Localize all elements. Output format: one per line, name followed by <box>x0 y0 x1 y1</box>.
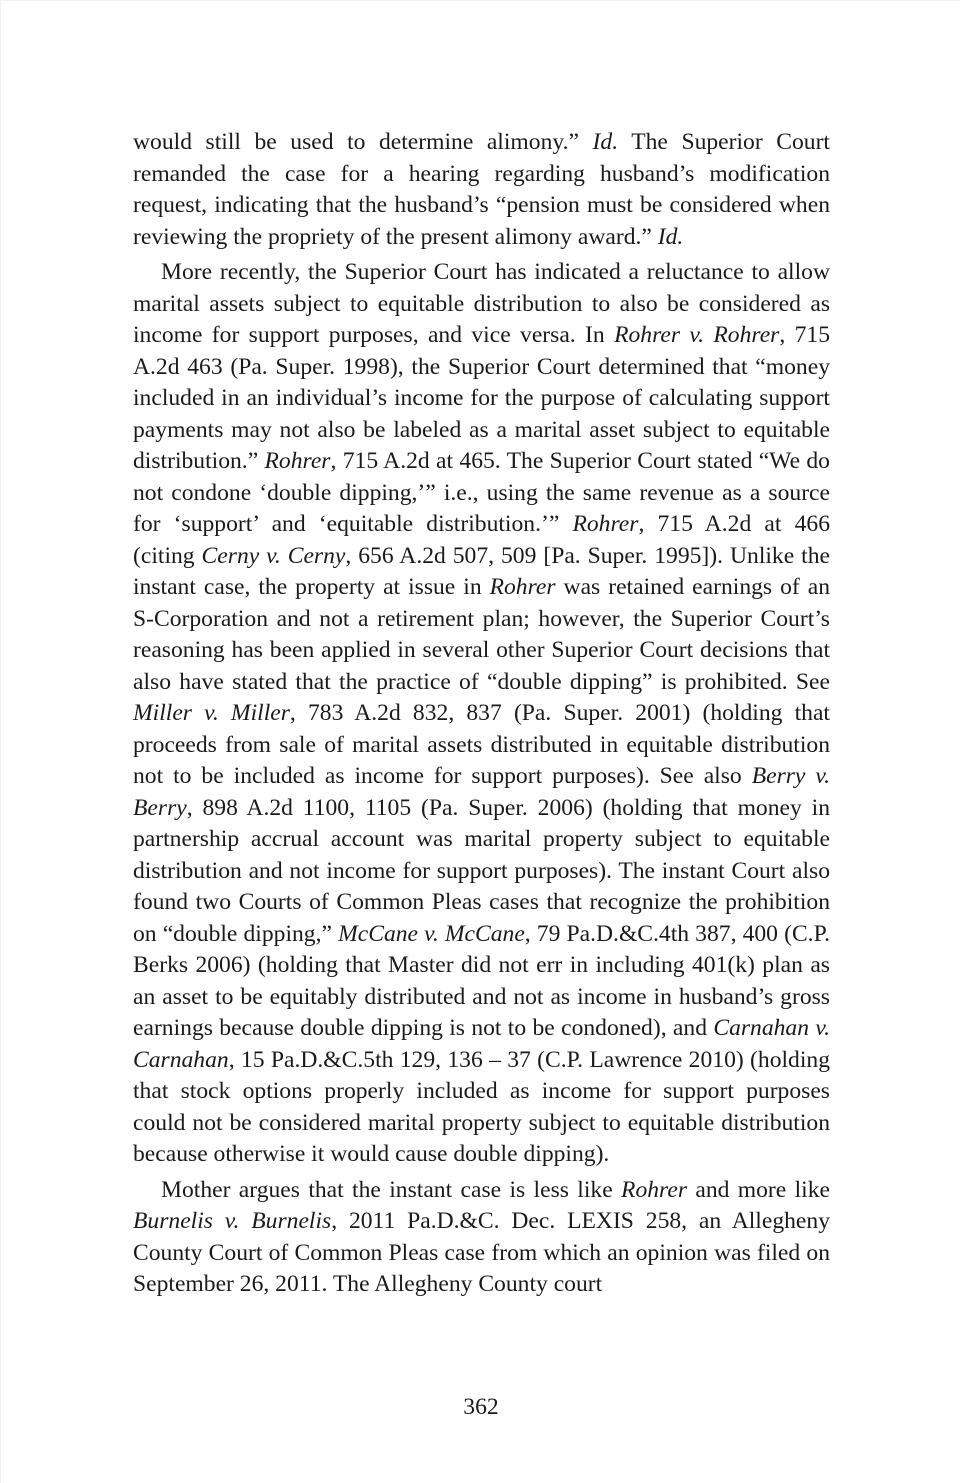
case-citation: Rohrer <box>489 574 556 600</box>
text-run: , 79 Pa.D.&C.4th 387, 400 (C.P. Berks 2006) (holding that Master did not err in including 401(k) plan as an asset to be equitably distributed and not as income in husband’s gross earnings because double dipping is not to be condoned), and <box>133 920 830 1041</box>
paragraph-1 <box>133 127 830 253</box>
body-text <box>133 127 830 1301</box>
page-number: 362 <box>463 1394 499 1420</box>
text-run: Mother argues that the instant case is less like <box>161 1176 622 1203</box>
paragraph-3 <box>133 1175 830 1301</box>
text-run: , 715 A.2d at 466 (citing <box>133 511 831 569</box>
text-run: would still be used to determine alimony.” <box>133 129 593 155</box>
text-run: More recently, the Superior Court has indicated a reluctance to allow marital assets subject to equitable distribution to also be considered as income for support purposes, and vice versa. In <box>133 259 830 348</box>
text-run: , 783 A.2d 832, 837 (Pa. Super. 2001) (holding that proceeds from sale of marital assets distributed in equitable distribution not to be included as income for support purposes). See also <box>133 700 830 789</box>
text-run: and more like <box>687 1176 830 1203</box>
case-citation: Miller v. Miller <box>133 700 290 726</box>
text-run: , 898 A.2d 1100, 1105 (Pa. Super. 2006) (holding that money in partnership accrual account was marital property subject to equitable distribution and not income for support purposes). The instant Court also found two Courts of Common Pleas cases that recognize the prohibition on “double dipping,” <box>133 794 830 947</box>
case-citation: Rohrer v. Rohrer <box>614 322 780 348</box>
text-run: , 15 Pa.D.&C.5th 129, 136 – 37 (C.P. Lawrence 2010) (holding that stock options properly included as income for support purposes could not be considered marital property subject to equitable distribution because otherwise it would cause double dipping). <box>133 1046 830 1167</box>
text-run: , 715 A.2d 463 (Pa. Super. 1998), the Superior Court determined that “money included in an individual’s income for the purpose of calculating support payments may not also be labeled as a marital asset subject to equitable distribution.” <box>133 322 830 474</box>
case-citation: Rohrer <box>572 511 639 537</box>
case-citation: Id. <box>592 129 619 155</box>
case-citation: Burnelis v. Burnelis <box>133 1208 332 1234</box>
text-run: , 715 A.2d at 465. The Superior Court stated “We do not condone ‘double dipping,’” i.e., using the same revenue as a source for ‘support’ and ‘equitable distribution.’” <box>133 448 830 537</box>
case-citation: Id. <box>657 223 684 250</box>
text-run: was retained earnings of an S-Corporation and not a retirement plan; however, the Superior Court’s reasoning has been applied in several other Superior Court decisions that also have stated that the practice of “double dipping” is prohibited. See <box>133 574 830 695</box>
case-citation: Carnahan v. Carnahan <box>133 1015 830 1073</box>
case-citation: Rohrer <box>264 448 331 474</box>
text-run: , 2011 Pa.D.&C. Dec. LEXIS 258, an Allegheny County Court of Common Pleas case from which an opinion was filed on September 26, 2011. The Allegheny County court <box>133 1208 830 1297</box>
case-citation: Rohrer <box>621 1176 687 1203</box>
case-citation: Berry v. Berry <box>133 763 830 821</box>
text-run: , 656 A.2d 507, 509 [Pa. Super. 1995]). Unlike the instant case, the property at issue in <box>133 542 830 600</box>
text-run: The Superior Court remanded the case for a hearing regarding husband’s modification request, indicating that the husband’s “pension must be considered when reviewing the propriety of the present alimony award.” <box>133 129 830 250</box>
paragraph-2 <box>133 257 830 1171</box>
case-citation: Cerny v. Cerny <box>201 542 346 569</box>
case-citation: McCane v. McCane <box>338 920 525 947</box>
